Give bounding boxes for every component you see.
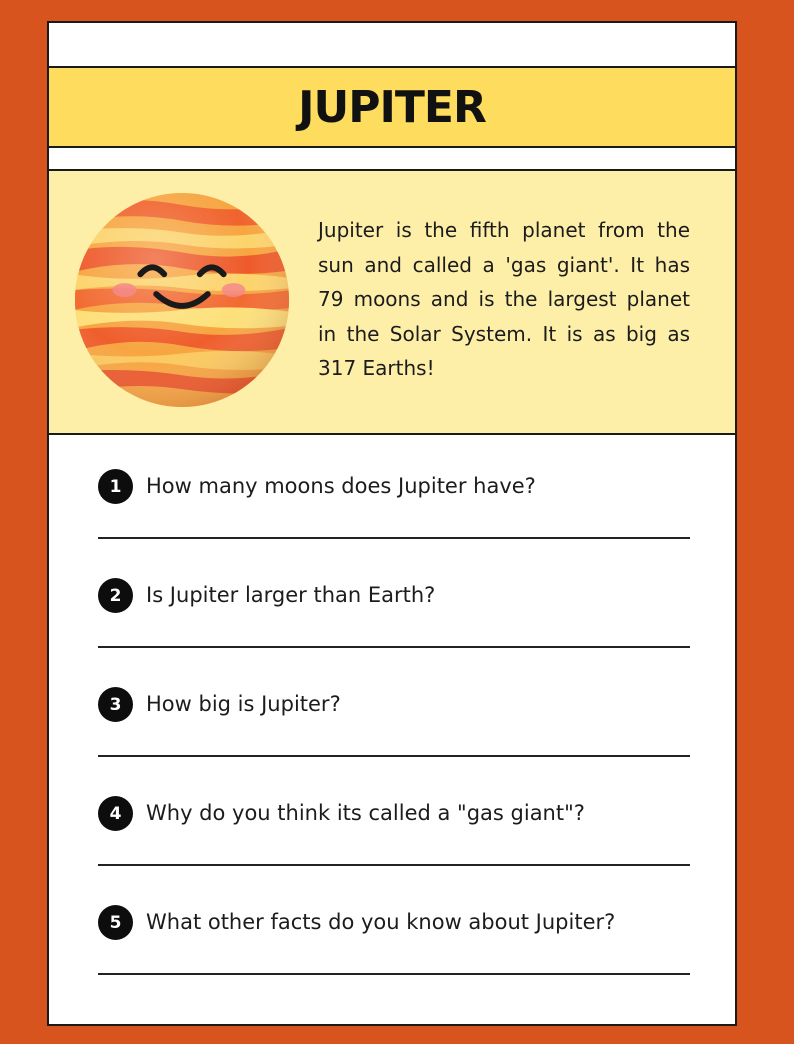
jupiter-planet-illustration: [73, 191, 291, 409]
question-text: How many moons does Jupiter have?: [146, 474, 536, 498]
question-item: [98, 469, 690, 569]
answer-line[interactable]: [98, 864, 690, 866]
question-text: How big is Jupiter?: [146, 692, 341, 716]
answer-line[interactable]: [98, 537, 690, 539]
question-number-badge: 1: [98, 469, 133, 504]
worksheet-card: [47, 21, 737, 1026]
page-title: JUPITER: [298, 81, 486, 133]
question-text: Is Jupiter larger than Earth?: [146, 583, 436, 607]
answer-line[interactable]: [98, 973, 690, 975]
answer-line[interactable]: [98, 646, 690, 648]
question-item: [98, 578, 690, 678]
question-item: [98, 687, 690, 787]
question-number-badge: 3: [98, 687, 133, 722]
question-text: Why do you think its called a "gas giant"?: [146, 801, 585, 825]
answer-line[interactable]: [98, 755, 690, 757]
info-band: [49, 169, 735, 435]
question-number-badge: 2: [98, 578, 133, 613]
question-number-badge: 4: [98, 796, 133, 831]
question-number-badge: 5: [98, 905, 133, 940]
question-item: [98, 796, 690, 896]
intro-paragraph: Jupiter is the fifth planet from the sun and called a 'gas giant'. It has 79 moons and is the largest planet in the Solar System. It is as big as 317 Earths!: [318, 218, 690, 380]
title-band: [49, 66, 735, 148]
question-item: [98, 905, 690, 1005]
question-text: What other facts do you know about Jupiter?: [146, 910, 616, 934]
top-strip: [49, 23, 735, 66]
